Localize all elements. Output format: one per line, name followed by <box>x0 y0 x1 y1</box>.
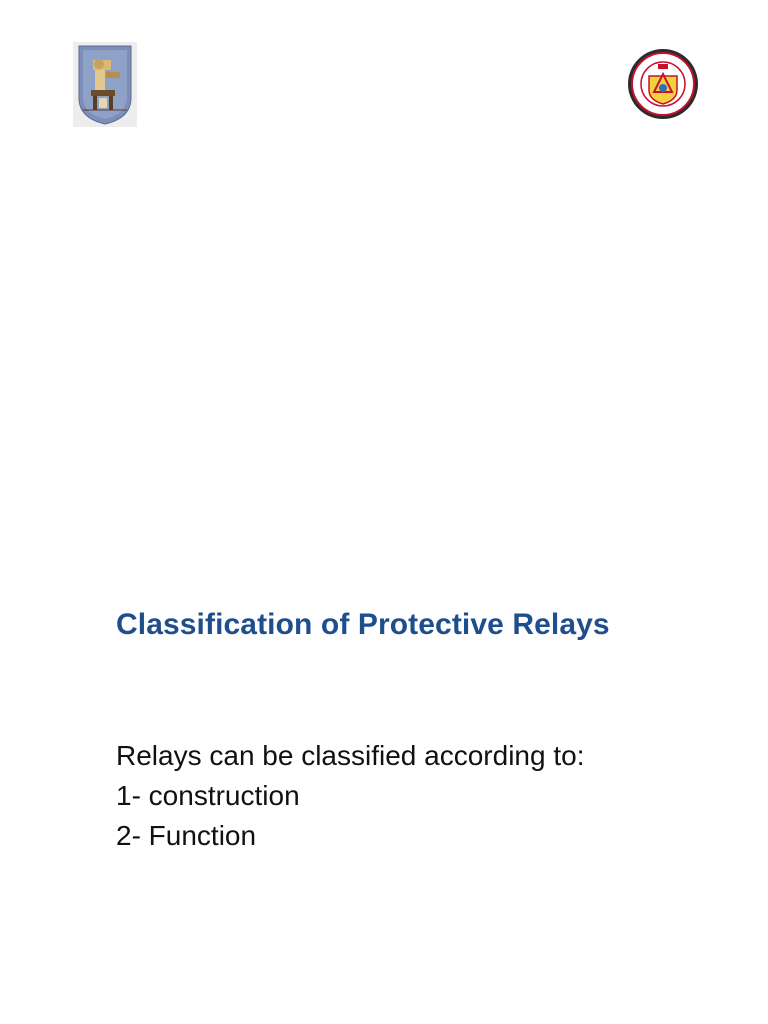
document-body <box>116 736 584 856</box>
faculty-of-engineering-seal-icon <box>626 44 700 124</box>
intro-text: Relays can be classified according to: <box>116 740 585 771</box>
list-item: 2- Function <box>116 820 257 851</box>
document-title: Classification of Protective Relays <box>116 608 610 641</box>
cairo-university-logo-icon <box>73 42 137 127</box>
list-item: 1- construction <box>116 780 300 811</box>
